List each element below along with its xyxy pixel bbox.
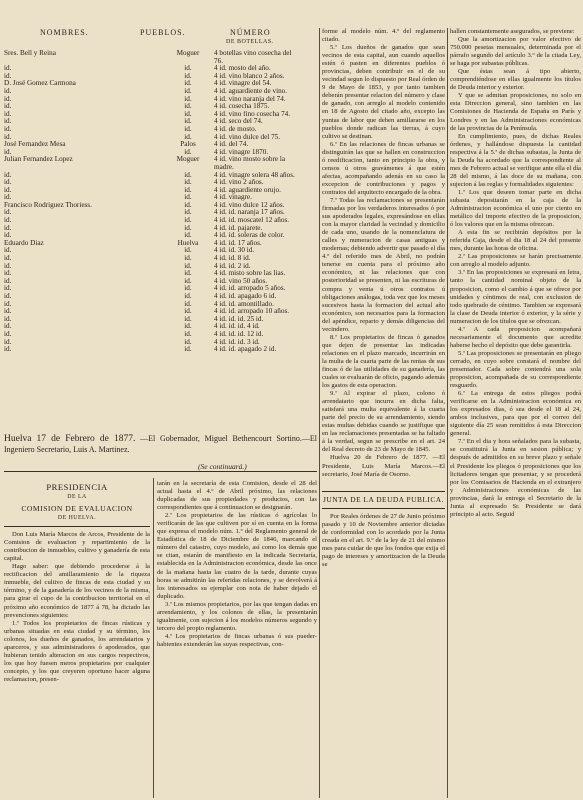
exhibitor-town: Huelva — [177, 238, 199, 247]
exhibitor-name: id. — [4, 270, 12, 278]
exhibitor-name: Eduardo Diaz — [4, 239, 44, 247]
table-row — [0, 179, 317, 187]
exhibitor-town: id. — [184, 147, 192, 156]
heading-rule — [322, 508, 445, 509]
deuda-publica-column — [450, 28, 581, 798]
exhibitor-name: id. — [4, 133, 12, 141]
notice-paragraph: 5.ª Las proposiciones se presentarán en pliego cerrado, en cuyo sobre constará el nombre del presentador. Cada sobre contendrá una sola proposicion, acompañada de su correspondiente resguardo. — [450, 349, 581, 390]
bottle-description: 4 id. id. moscatel 12 años. — [214, 217, 290, 225]
exhibitor-town: id. — [184, 231, 192, 240]
exhibitor-name: id. — [4, 87, 12, 95]
exhibitor-name: id. — [4, 232, 12, 240]
exhibitor-name: id. — [4, 262, 12, 270]
notice-paragraph: 7.ª En el dia y hora señalados para la subasta, se constituirá la Junta en sesion pública; y después de admitidos en su breve plazo y señale el Presidente los pliegos ó proposiciones que los licitadores tengan que presentar, y se procederá por los Comisarios de Hacienda en el extranjero y Administraciones económicas de las provincias, dará la entrega el Secretario de la Junta al expresado Sr. Presidente se dará principio al acto. Seguid — [450, 438, 581, 518]
wine-exhibitors-table — [0, 28, 317, 448]
exhibitor-town: id. — [184, 314, 192, 323]
bottle-description: 4 id. vinagre solera 48 años. — [214, 171, 295, 179]
exhibitor-town: id. — [184, 254, 192, 263]
table-row — [0, 331, 317, 339]
notice-paragraph: 7.ª Todas las reclamaciones se presentarán firmadas por los verdaderos interesados ó por sus apoderados legales, expresándose en ellas con la mayor claridad la vecindad y domicilio de cada uno, usando de la nomenclatura de calles y numeracion de casas antiguas y modernas; debiendo advertir que pasado el día 4.º del referido mes de Abril, no podrán tenerse en cuenta para el próximo año económico, ni las relaciones que con posterioridad se presenten, ni las escrituras de compra y venta ú otros contratos ú obligaciones análogas, toda vez que los meses sucesivos hasta la formacion del actual año económico, son necesarios para la formacion del apéndice, reparto y demás diligencias del vecindero. — [322, 196, 445, 333]
exhibitor-town: id. — [184, 109, 192, 118]
table-footer-signature — [4, 434, 317, 454]
notice-paragraph: 8.ª Los propietarios de fincas ó ganados que dejen de presentar las indicadas relaciones en el plazo marcado, incurrirán en la multa de la cuarta parte de las rentas de sus fincas ó de las utilidades de su ganadería, las cuales se evaluarán de oficio, pagando además los gastos de esta operacion. — [322, 333, 445, 390]
table-row — [0, 172, 317, 180]
table-row — [0, 164, 317, 172]
bottle-description: 4 id. id. id. 4 id. — [214, 323, 260, 331]
exhibitor-name: id. — [4, 247, 12, 255]
bottle-description: 4 id. vino 50 años. — [214, 277, 268, 285]
bottle-description: 76. — [214, 57, 223, 65]
exhibitor-town: id. — [184, 200, 192, 209]
col-header-nombres: NOMBRES. — [40, 28, 89, 37]
notice-paragraph: Por Reales órdenes de 27 de Junio próximo pasado y 10 de Noviembre anterior dictadas de conformidad con lo acordado por la Junta creada en el art. 9.º de la ley de 21 del mismo mes para cuidar de que los fondos que exija el pago de intereses y amortizacion de la Deuda se — [322, 512, 445, 568]
exhibitor-town: id. — [184, 337, 192, 346]
table-row — [0, 247, 317, 255]
bottle-description: 4 id. vino 2 años. — [214, 179, 264, 187]
table-row — [0, 316, 317, 324]
exhibitor-town: id. — [184, 322, 192, 331]
notice-paragraph: En cumplimiento, pues, de dichas Reales órdenes, y hallándose dispuesta la cantidad respectiva á la 5.ª de dichas subastas, la Junta de la Deuda ha acordado que la correspondiente al mes de Febrero actual se verifique ante ella el día 28 del mismo, á las doce de su mañana, con sujecion á las reglas y formalidades siguientes: — [450, 132, 581, 188]
exhibitor-name: id. — [4, 125, 12, 133]
exhibitor-name: id. — [4, 338, 12, 346]
bottle-description: 4 id. id. id. 12 id. — [214, 330, 264, 338]
col-header-pueblos: PUEBLOS. — [140, 28, 186, 37]
presidencia-notice-continued — [157, 480, 317, 798]
notice-paragraph: 3.ª En las proposiciones se expresará en letra, tanto la cantidad nominal objeto de la proposicion, como el cambio á que se ofrece por unidades y céntimos de real, con exclusion de todo quebrado de céntimo. Tambien se expresará la clase de Deuda interior ó exterior, y la série y numeracion de los títulos que se ofrezcan. — [450, 269, 581, 325]
exhibitor-town: id. — [184, 223, 192, 232]
exhibitor-name: id. — [4, 65, 12, 73]
exhibitor-name: id. — [4, 323, 12, 331]
notice-paragraph: hallen constantemente asegurados, se previene: — [450, 28, 575, 35]
column-divider — [447, 28, 448, 798]
exhibitor-town: id. — [184, 299, 192, 308]
notice-paragraph: 2.ª Los propietarios de las rústicas ó agrícolas lo verificarán de las que cultiven por sí en cuenta en la forma que expresa el modelo núm. 1.º del Reglamento general de Estadística de 18 de Diciembre de 1846, marcando el número del catastro, cuyo modelo, así como los demás que se citan, estarán de manifiesto en la indicada Secretaría, establecida en la Administracion económica, desde las once de la mañana hasta las cuatro de la tarde, durante cuyas horas se admitirán las referidas relaciones, y se devolverá á los interesados su ejemplar con nota de haber dejado el duplicado. — [157, 512, 317, 600]
notice-heading-province: DE HUELVA. — [57, 515, 97, 522]
exhibitor-town: id. — [184, 79, 192, 88]
notice-paragraph: forme al modelo núm. 4.º del reglamento citado. — [322, 28, 445, 44]
footer-signatures: —El Gobernador, Miguel Bethencourt Sortino.—El Ingeniero Secretario, Luis A. Martinez. — [4, 434, 317, 454]
exhibitor-name: id. — [4, 346, 12, 354]
exhibitor-name: id. — [4, 300, 12, 308]
exhibitor-town: id. — [184, 102, 192, 111]
exhibitor-name: id. — [4, 315, 12, 323]
notice-paragraph: 5.ª Los dueños de ganados que sean vecinos de esta capital, aun cuando aquellos estén ó pasten en diferentes pueblos ó provincias, deben contribuir en el de su vecindad segun lo dispuesto por Real órden de 9 de Mayo de 1853, y por tanto tambien deberán presentar relacion del número y clase de ganado, con arreglo al modelo contenido en 18 de Agosto del citado año, excepto las yuntas de labor que deben amillararse en los pueblos donde radican las tierras, á cuyo cultivo se destinan. — [322, 44, 445, 140]
bottle-description: 4 id. del 74. — [214, 141, 249, 149]
notice-paragraph: A esta fin se recibirán depósitos por la referida Caja, desde el dia 18 al 24 del presente mes, durante las horas de oficina. — [450, 229, 581, 253]
bottle-description: 4 id. vino blanco 2 años. — [214, 72, 285, 80]
bottle-description: 4 id. id. 2 id. — [214, 262, 251, 270]
bottle-description: 4 id. vino fino cosecha 74. — [214, 110, 291, 118]
notice-paragraph: tarán en la secretaría de esta Comision, desde el 28 del actual hasta el 4.º de Abril próximo, las relaciones duplicadas de sus propiedades y productos, con las correspondientes que á continuacion se designarán. — [157, 480, 317, 512]
table-row — [0, 50, 317, 58]
table-row — [0, 301, 317, 309]
exhibitor-town: Moguer — [176, 155, 200, 164]
exhibitor-name: id. — [4, 293, 12, 300]
bottle-description: 4 id. vinagre del 54. — [214, 80, 272, 88]
notice-paragraph: Y que se admitan proposiciones, no solo en esta Direccion general, sino tambien en las Comisiones de Hacienda de España en París y Londres y en las Administraciones económicas de las provincias de la Península. — [450, 92, 581, 132]
bottle-description: 4 id. vinagre 1870. — [214, 148, 269, 156]
table-row — [0, 126, 317, 134]
table-row — [0, 65, 317, 73]
table-row — [0, 323, 317, 331]
notice-heading-de-la: DE LA — [67, 494, 87, 500]
notice-paragraph: Que la amortizacion por valor efectivo de 750.000 pesetas mensuales, determinada por el párrafo segundo del artículo 3.º de la citada Ley, se haga por subastas públicas. — [450, 36, 581, 68]
exhibitor-town: id. — [184, 345, 192, 354]
exhibitor-town: id. — [184, 132, 192, 141]
heading-rule — [4, 526, 150, 527]
bottle-description: 4 id. id. amontillado. — [214, 300, 274, 308]
bottle-description: 4 id. id. soleras de color. — [214, 232, 285, 240]
exhibitor-town: id. — [184, 86, 192, 95]
table-row — [0, 80, 317, 88]
exhibitor-name: id. — [4, 217, 12, 225]
table-row — [0, 73, 317, 81]
bottle-description: 4 id. id. 8 id. — [214, 255, 251, 263]
notice-heading: PRESIDENCIA — [46, 482, 108, 492]
exhibitor-town: id. — [184, 284, 192, 293]
table-row — [0, 141, 317, 149]
exhibitor-name: id. — [4, 72, 12, 80]
notice-paragraph: Huelva 20 de Febrero de 1877. —El Presidente, Luis María Marcos.—El secretario, José María de Osorno. — [322, 454, 445, 478]
exhibitor-name: id. — [4, 95, 12, 103]
column-divider — [153, 478, 154, 798]
bottle-description: 4 id. id. arropado 10 años. — [214, 308, 290, 316]
notice-paragraph: Don Luis María Marcos de Arcos, Presidente de la Comision de evaluacion y repartimiento de la contribucion de inmuebles, cultivo y ganadería de esta capital. — [4, 531, 150, 563]
bottle-description: 4 id. vino mosto sobre la — [214, 156, 286, 164]
exhibitor-town: id. — [184, 64, 192, 73]
exhibitor-town: id. — [184, 71, 192, 80]
bottle-description: 4 id. vino naranja del 74. — [214, 95, 286, 103]
notice-paragraph: 1.ª Los que deseen tomar parte en dicha subasta depositarán en la caja de la Administracion económica el uno por ciento en metálico del importe efectivo de la proposicion, ó los valores que en la misma ofrezcan. — [450, 188, 581, 229]
bottle-description: 4 id. id. 30 id. — [214, 247, 255, 255]
bottle-description: 4 id. vino dulce del 75. — [214, 133, 281, 141]
exhibitor-town: id. — [184, 269, 192, 278]
exhibitor-name: id. — [4, 277, 12, 285]
table-row — [0, 308, 317, 316]
col-header-numero-sub: DE BOTELLAS. — [226, 39, 274, 45]
exhibitor-town: id. — [184, 276, 192, 285]
table-row — [0, 225, 317, 233]
exhibitor-name: José Fernandez Mesa — [4, 141, 66, 149]
exhibitor-name: id. — [4, 118, 12, 126]
exhibitor-name: id. — [4, 171, 12, 179]
exhibitor-name: id. — [4, 148, 12, 156]
exhibitor-town: id. — [184, 246, 192, 255]
table-row — [0, 255, 317, 263]
notice-paragraph: 6.ª La entrega de estos pliegos podrá verificarse en la Administracion económica en los expresados dias, ó sea desde el 18 al 24, ambos inclusives, para que por el correo del siguiente día 25 sean remitidos á esta Direccion general. — [450, 390, 581, 438]
exhibitor-name: id. — [4, 194, 12, 202]
exhibitor-name: Julian Fernandez Lopez — [4, 156, 73, 164]
notice-paragraph: Que éstas sean á tipo abierto, comprendiéndose en ellas igualmente los títulos de Deuda interior y exterior. — [450, 68, 581, 92]
exhibitor-town: id. — [184, 208, 192, 217]
notice-paragraph: 1.ª Todos los propietarios de fincas rústicas y urbanas situadas en esta ciudad y su término, los colonos, los dueños de ganados, los arrendatarios y aparceros, y sus administradores ó apoderados, que hubieran tenido alteracion en sus cargos respectivos, los que hoy fuesen meros propietarios por cualquier concepto, y los que creyeren oportuno hacer alguna reclamacion, presen- — [4, 619, 150, 683]
exhibitor-town: id. — [184, 117, 192, 126]
bottle-description: 4 id. id. pajarete. — [214, 224, 263, 232]
exhibitor-name: id. — [4, 110, 12, 118]
table-row — [0, 88, 317, 96]
junta-heading: JUNTA DE LA DEUDA PUBLICA. — [322, 494, 444, 504]
table-row — [0, 149, 317, 157]
notice-paragraph: Hago saber: que debiendo procederse á la rectificacion del amillaramiento de la riqueza inmueble, del cultivo de fincas de esta ciudad y su término, y de la ganadería de los vecinos de la misma, para girar el cupo de la contribucion territorial en el próximo año económico de 1877 á 78, ha dictado las prevenciones siguientes: — [4, 563, 150, 619]
bottle-description: 4 id. id. naranja 17 años. — [214, 209, 285, 217]
table-row — [0, 156, 317, 164]
table-row — [0, 202, 317, 210]
table-row — [0, 103, 317, 111]
section-rule — [322, 491, 445, 492]
notice-paragraph: 6.ª En las relaciones de fincas urbanas se distinguirán las que se hallen en construccion ó reedificacion, tanto en principio la obra, y censos ú otros gravámenes á que estén afectas, acompañando adenás en su caso la excepcion de contribuciones y pagos y contratos del arquitecto encargado de la obra. — [322, 140, 445, 196]
table-row — [0, 58, 317, 66]
bottle-description: 4 id. cosecha 1875. — [214, 103, 270, 111]
exhibitor-name: id. — [4, 209, 12, 217]
notice-paragraph: 3.ª Los mismos propietarios, por las que tengan dadas en arrendamiento, y los colonos de ellas, la presentarán igualmente, con sujecion á los modelos números segundo y tercero del propio reglamento. — [157, 600, 317, 632]
continued-note: (Se continuará.) — [198, 462, 247, 471]
bottle-description: 4 id. aguardiente orujo. — [214, 186, 281, 194]
exhibitor-name: id. — [4, 330, 12, 338]
exhibitor-town: id. — [184, 185, 192, 194]
exhibitor-name: id. — [4, 308, 12, 316]
bottle-description: 4 id. id. id. 3 id. — [214, 338, 260, 346]
table-row — [0, 263, 317, 271]
footer-date: Huelva 17 de Febrero de 1877. — [4, 434, 136, 444]
table-row — [0, 285, 317, 293]
exhibitor-town: id. — [184, 292, 192, 300]
table-row — [0, 293, 317, 301]
section-divider — [4, 471, 317, 472]
exhibitor-name: Francisco Rodriguez Thoriess. — [4, 201, 92, 209]
notice-paragraph: 4.ª Los propietarios de fincas urbanas ó sus pueder-habientes extenderán las suyas respectivas, con- — [157, 632, 317, 648]
exhibitor-town: id. — [184, 94, 192, 103]
bottle-description: madre. — [214, 163, 234, 171]
presidencia-notice-column — [4, 480, 150, 798]
table-row — [0, 96, 317, 104]
table-row — [0, 240, 317, 248]
table-row — [0, 118, 317, 126]
column-divider — [319, 28, 320, 798]
table-row — [0, 278, 317, 286]
exhibitor-town: id. — [184, 307, 192, 316]
notice-heading-comision: COMISION DE EVALUACION — [21, 504, 133, 514]
exhibitor-town: id. — [184, 124, 192, 133]
table-row — [0, 187, 317, 195]
bottle-description: 4 id. misto sobre las lias. — [214, 270, 286, 278]
exhibitor-town: Moguer — [176, 49, 200, 57]
exhibitor-name: id. — [4, 179, 12, 187]
bottle-description: 4 id. seco del 74. — [214, 118, 263, 126]
bottle-description: 4 id. vinagre. — [214, 194, 252, 202]
bottle-description: 4 id. id. arropado 5 años. — [214, 285, 286, 293]
col-header-numero: NÚMERO — [230, 28, 271, 37]
exhibitor-town: id. — [184, 193, 192, 202]
bottle-description: 4 id. id. apagado 6 id. — [214, 293, 277, 300]
bottle-description: 4 botellas vino cosecha del — [214, 50, 292, 57]
table-row — [0, 217, 317, 225]
bottle-description: 4 id. mosto del año. — [214, 65, 271, 73]
notice-paragraph: 4.ª A cada proposicion acompañará necesariamente el documento que acredite haberse hecho el depósito que debe garantirla. — [450, 325, 581, 349]
bottle-description: 4 id. aguardiente de vino. — [214, 87, 288, 95]
notice-paragraph: 9.ª Al expirar el plazo, colono ó arrendatario que incurra en dicha falta, satisfará una multa equivalente á la cuarta parte del precio de su arrendamiento, siendo estas multas debidas cuando se justifique que en las reclamaciones presentadas se ha faltado á la verdad, segun se prescribe en el art. 24 del Real decreto de 23 de Mayo de 1845. — [322, 390, 445, 454]
exhibitor-name: id. — [4, 285, 12, 293]
exhibitor-town: id. — [184, 329, 192, 338]
exhibitor-town: id. — [184, 178, 192, 187]
table-row — [0, 270, 317, 278]
bottle-description: 4 id. id. 17 años. — [214, 239, 262, 247]
bottle-description: 4 id. id. apagado 2 id. — [214, 346, 277, 354]
bottle-description: 4 id. vino dulce 12 años. — [214, 201, 285, 209]
exhibitor-town: id. — [184, 170, 192, 179]
exhibitor-town: id. — [184, 216, 192, 225]
table-row — [0, 111, 317, 119]
bottle-description: 4 id. id. id. 25 id. — [214, 315, 264, 323]
table-row — [0, 346, 317, 354]
exhibitor-name: D. José Gomez Carmona — [4, 80, 76, 88]
table-row — [0, 194, 317, 202]
table-row — [0, 232, 317, 240]
table-row — [0, 209, 317, 217]
exhibitor-name: id. — [4, 224, 12, 232]
exhibitor-name: Sres. Bell y Reina — [4, 50, 56, 57]
exhibitor-town: id. — [184, 261, 192, 270]
table-row — [0, 339, 317, 347]
bottle-description: 4 id. de mosto. — [214, 125, 257, 133]
table-row — [0, 134, 317, 142]
table-body — [0, 50, 317, 354]
exhibitor-name: id. — [4, 103, 12, 111]
notice-paragraph: 2.ª Las proposiciones se harán precisamente con arreglo al modelo adjunto. — [450, 253, 581, 269]
regulation-column — [322, 28, 445, 798]
exhibitor-town: Palos — [180, 140, 196, 149]
exhibitor-name: id. — [4, 255, 12, 263]
exhibitor-name: id. — [4, 186, 12, 194]
